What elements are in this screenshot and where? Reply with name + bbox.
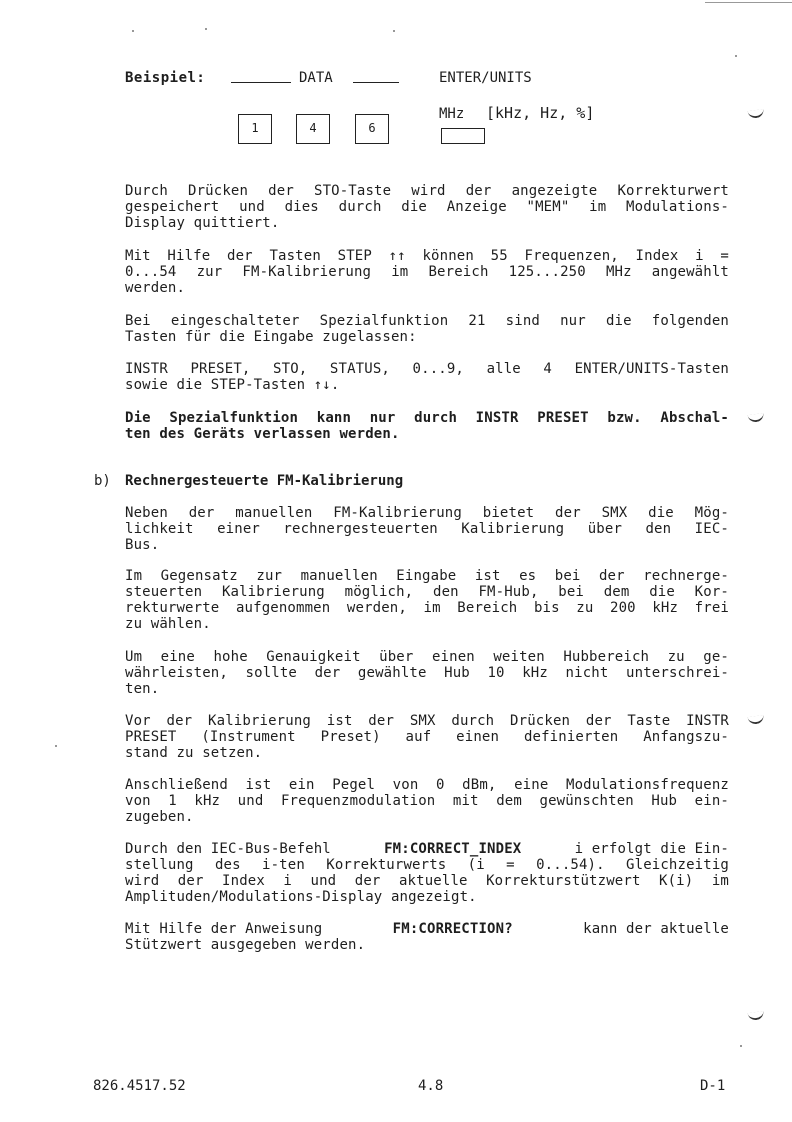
para-line: INSTR PRESET, STO, STATUS, 0...9, alle 4 ENTER/UNITS-Tasten: [125, 361, 729, 377]
key-1: 1: [238, 114, 272, 144]
para-line-bold: Die Spezialfunktion kann nur durch INSTR PRESET bzw. Abschal-: [125, 410, 729, 426]
footer-language: D-1: [700, 1078, 726, 1094]
unit-options: [kHz, Hz, %]: [486, 104, 595, 122]
para-line-command: [125, 841, 729, 857]
scan-dot: [735, 55, 737, 57]
para-line: zugeben.: [125, 809, 194, 825]
margin-mark: [748, 109, 765, 119]
scan-dot: [740, 1045, 742, 1047]
para-line: Anschließend ist ein Pegel von 0 dBm, eine Modulationsfrequenz: [125, 777, 729, 793]
cmd-outro: i erfolgt die Ein-: [574, 841, 729, 857]
para-line: Display quittiert.: [125, 215, 280, 231]
section-b-heading: Rechnergesteuerte FM-Kalibrierung: [125, 473, 404, 489]
footer-page-number: 4.8: [418, 1078, 444, 1094]
scan-dot: [393, 30, 395, 32]
para-line: stand zu setzen.: [125, 745, 263, 761]
para-line: lichkeit einer rechnergesteuerten Kalibrierung über den IEC-: [125, 521, 729, 537]
para-line: 0...54 zur FM-Kalibrierung im Bereich 125...250 MHz angewählt: [125, 264, 729, 280]
para-line: stellung des i-ten Korrekturwerts (i = 0...54). Gleichzeitig: [125, 857, 729, 873]
cmd-correction: FM:CORRECTION?: [392, 921, 513, 937]
para-line: Stützwert ausgegeben werden.: [125, 937, 366, 953]
enter-units-label: ENTER/UNITS: [439, 70, 532, 86]
cmd-outro: kann der aktuelle: [583, 921, 729, 937]
para-line: Durch Drücken der STO-Taste wird der angezeigte Korrekturwert: [125, 183, 729, 199]
para-line: ten.: [125, 681, 160, 697]
margin-mark: [748, 413, 765, 423]
para-line: sowie die STEP-Tasten ↑↓.: [125, 377, 340, 393]
margin-mark: [748, 1011, 765, 1021]
para-line-command: [125, 921, 729, 937]
scan-dot: [55, 745, 57, 747]
margin-mark: [748, 715, 765, 725]
para-line: Neben der manuellen FM-Kalibrierung bietet der SMX die Mög-: [125, 505, 729, 521]
para-line: gespeichert und dies durch die Anzeige "MEM" im Modulations-: [125, 199, 729, 215]
cmd-intro: Durch den IEC-Bus-Befehl: [125, 841, 331, 857]
section-b-marker: b): [94, 473, 111, 489]
para-line: Bei eingeschalteter Spezialfunktion 21 sind nur die folgenden: [125, 313, 729, 329]
para-line: Vor der Kalibrierung ist der SMX durch Drücken der Taste INSTR: [125, 713, 729, 729]
para-line: Um eine hohe Genauigkeit über einen weiten Hubbereich zu ge-: [125, 649, 729, 665]
para-line: PRESET (Instrument Preset) auf einen definierten Anfangszu-: [125, 729, 729, 745]
para-line: wird der Index i und der aktuelle Korrekturstützwert K(i) im: [125, 873, 729, 889]
cmd-correct-index: FM:CORRECT_INDEX: [384, 841, 522, 857]
para-line: steuerten Kalibrierung möglich, den FM-Hub, bei dem die Kor-: [125, 584, 729, 600]
cmd-intro: Mit Hilfe der Anweisung: [125, 921, 323, 937]
para-line: Amplituden/Modulations-Display angezeigt.: [125, 889, 477, 905]
para-line: Bus.: [125, 537, 160, 553]
para-line-bold: ten des Geräts verlassen werden.: [125, 426, 400, 442]
data-rule-left: [231, 82, 291, 83]
unit-primary: MHz: [439, 106, 465, 122]
scan-dot: [205, 28, 207, 30]
para-line: Im Gegensatz zur manuellen Eingabe ist es bei der rechnerge-: [125, 568, 729, 584]
data-label: DATA: [299, 70, 333, 86]
para-line: rekturwerte aufgenommen werden, im Bereich bis zu 200 kHz frei: [125, 600, 729, 616]
para-line: von 1 kHz und Frequenzmodulation mit dem gewünschten Hub ein-: [125, 793, 729, 809]
key-6: 6: [355, 114, 389, 144]
key-4: 4: [296, 114, 330, 144]
scan-dot: [132, 30, 134, 32]
para-line: zu wählen.: [125, 616, 211, 632]
example-label: Beispiel:: [125, 70, 206, 86]
top-edge-line: [705, 2, 792, 3]
para-line: währleisten, sollte der gewählte Hub 10 kHz nicht unterschrei-: [125, 665, 729, 681]
para-line: Tasten für die Eingabe zugelassen:: [125, 329, 417, 345]
data-rule-right: [353, 82, 399, 83]
para-line: werden.: [125, 280, 186, 296]
unit-key-box: [441, 128, 485, 144]
footer-doc-number: 826.4517.52: [93, 1078, 186, 1094]
para-line: Mit Hilfe der Tasten STEP ↑↑ können 55 Frequenzen, Index i =: [125, 248, 729, 264]
